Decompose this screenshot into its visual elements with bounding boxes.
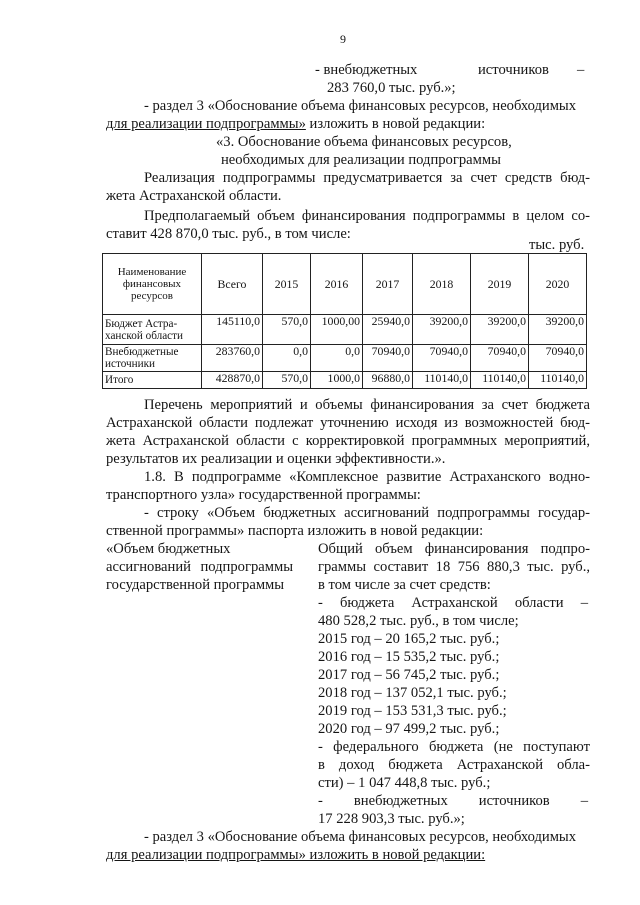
table-cell: 25940,0 <box>363 315 413 345</box>
table-cell: 70940,0 <box>413 345 471 372</box>
table-cell: 1000,00 <box>311 315 363 345</box>
text-line: Астраханской области подлежат уточнению исходя из возможностей бюд- <box>106 415 590 431</box>
text-line: государственной программы <box>106 577 285 593</box>
text-line: в доход бюджета Астраханской обла- <box>318 757 590 773</box>
text-line: транспортного узла» государственной программы: <box>106 487 421 503</box>
table-cell: 39200,0 <box>413 315 471 345</box>
text-line: 2018 год – 137 052,1 тыс. руб.; <box>318 685 507 701</box>
table-header-cell: Наименование финансовых ресурсов <box>103 254 202 315</box>
table-cell: Внебюджетные источники <box>103 345 202 372</box>
table-cell: 70940,0 <box>529 345 587 372</box>
page-number: 9 <box>340 32 346 46</box>
table-row <box>103 315 587 345</box>
text-line: 2019 год – 153 531,3 тыс. руб.; <box>318 703 507 719</box>
text-line: - внебюджетных <box>315 62 418 78</box>
table-cell: 110140,0 <box>471 372 529 389</box>
text-line: жета Астраханской области. <box>106 188 282 204</box>
table-cell: 570,0 <box>263 315 311 345</box>
text-line: граммы составит 18 756 880,3 тыс. руб., <box>318 559 590 575</box>
table-cell: 39200,0 <box>529 315 587 345</box>
table-cell: 110140,0 <box>413 372 471 389</box>
table-header-cell: 2020 <box>529 254 587 315</box>
text-line <box>106 116 485 133</box>
section-heading: «3. Обоснование объема финансовых ресурсов, <box>216 134 512 150</box>
text-line: - раздел 3 «Обоснование объема финансовых ресурсов, необходимых <box>144 829 577 845</box>
table-row <box>103 345 587 372</box>
table-cell: 70940,0 <box>363 345 413 372</box>
text-line: сти) – 1 047 448,8 тыс. руб.; <box>318 775 491 791</box>
text-line: источников <box>478 62 549 78</box>
unit-label: тыс. руб. <box>529 237 585 253</box>
text-line: 2017 год – 56 745,2 тыс. руб.; <box>318 667 500 683</box>
table-cell: 1000,0 <box>311 372 363 389</box>
text-line: Общий объем финансирования подпро- <box>318 541 590 557</box>
table-cell: 39200,0 <box>471 315 529 345</box>
table-header-row <box>103 254 587 315</box>
table-cell: 0,0 <box>263 345 311 372</box>
table-cell: 283760,0 <box>202 345 263 372</box>
underlined-text: для реализации подпрограммы» <box>106 116 306 132</box>
text-line: - федерального бюджета (не поступают <box>318 739 590 755</box>
text-line: жета Астраханской области с корректировкой программных мероприятий, <box>106 433 590 449</box>
table-cell: Бюджет Астра-ханской области <box>103 315 202 345</box>
text-span: изложить в новой редакции: <box>305 116 486 132</box>
table-header-cell: 2018 <box>413 254 471 315</box>
text-line: ставит 428 870,0 тыс. руб., в том числе: <box>106 226 351 242</box>
table-header-cell: 2017 <box>363 254 413 315</box>
text-line: в том числе за счет средств: <box>318 577 491 593</box>
text-line: - строку «Объем бюджетных ассигнований подпрограммы государ- <box>144 505 590 521</box>
table-header-cell: 2016 <box>311 254 363 315</box>
text-line: ассигнований подпрограммы <box>106 559 293 575</box>
table-cell: 428870,0 <box>202 372 263 389</box>
financing-table <box>102 253 587 389</box>
text-line: 1.8. В подпрограмме «Комплексное развитие Астраханского водно- <box>144 469 590 485</box>
text-line: результатов их реализации и оценки эффективности.». <box>106 451 446 467</box>
table-cell: 70940,0 <box>471 345 529 372</box>
text-line: - бюджета Астраханской области – <box>318 595 588 611</box>
table-total-row <box>103 372 587 389</box>
text-line: 283 760,0 тыс. руб.»; <box>327 80 456 96</box>
table-cell: Итого <box>103 372 202 389</box>
text-line: 480 528,2 тыс. руб., в том числе; <box>318 613 519 629</box>
text-line: «Объем бюджетных <box>106 541 231 557</box>
text-line: Перечень мероприятий и объемы финансирования за счет бюджета <box>144 397 590 413</box>
text-line: Предполагаемый объем финансирования подпрограммы в целом со- <box>144 208 590 224</box>
text-line: ственной программы» паспорта изложить в новой редакции: <box>106 523 484 539</box>
table-cell: 0,0 <box>311 345 363 372</box>
text-line: Реализация подпрограммы предусматривается за счет средств бюд- <box>144 170 590 186</box>
table-header-cell: 2019 <box>471 254 529 315</box>
text-line: - раздел 3 «Обоснование объема финансовых ресурсов, необходимых <box>144 98 577 114</box>
table-cell: 96880,0 <box>363 372 413 389</box>
table-header-cell: Всего <box>202 254 263 315</box>
text-line: 17 228 903,3 тыс. руб.»; <box>318 811 465 827</box>
text-line: 2016 год – 15 535,2 тыс. руб.; <box>318 649 500 665</box>
text-line: - внебюджетных источников – <box>318 793 588 809</box>
underlined-text: для реализации подпрограммы» изложить в новой редакции: <box>106 847 486 863</box>
table-cell: 110140,0 <box>529 372 587 389</box>
text-line: 2020 год – 97 499,2 тыс. руб.; <box>318 721 500 737</box>
table-cell: 570,0 <box>263 372 311 389</box>
table-header-cell: 2015 <box>263 254 311 315</box>
text-line: 2015 год – 20 165,2 тыс. руб.; <box>318 631 500 647</box>
table-cell: 145110,0 <box>202 315 263 345</box>
section-heading: необходимых для реализации подпрограммы <box>221 152 501 168</box>
text-line: – <box>577 62 585 78</box>
